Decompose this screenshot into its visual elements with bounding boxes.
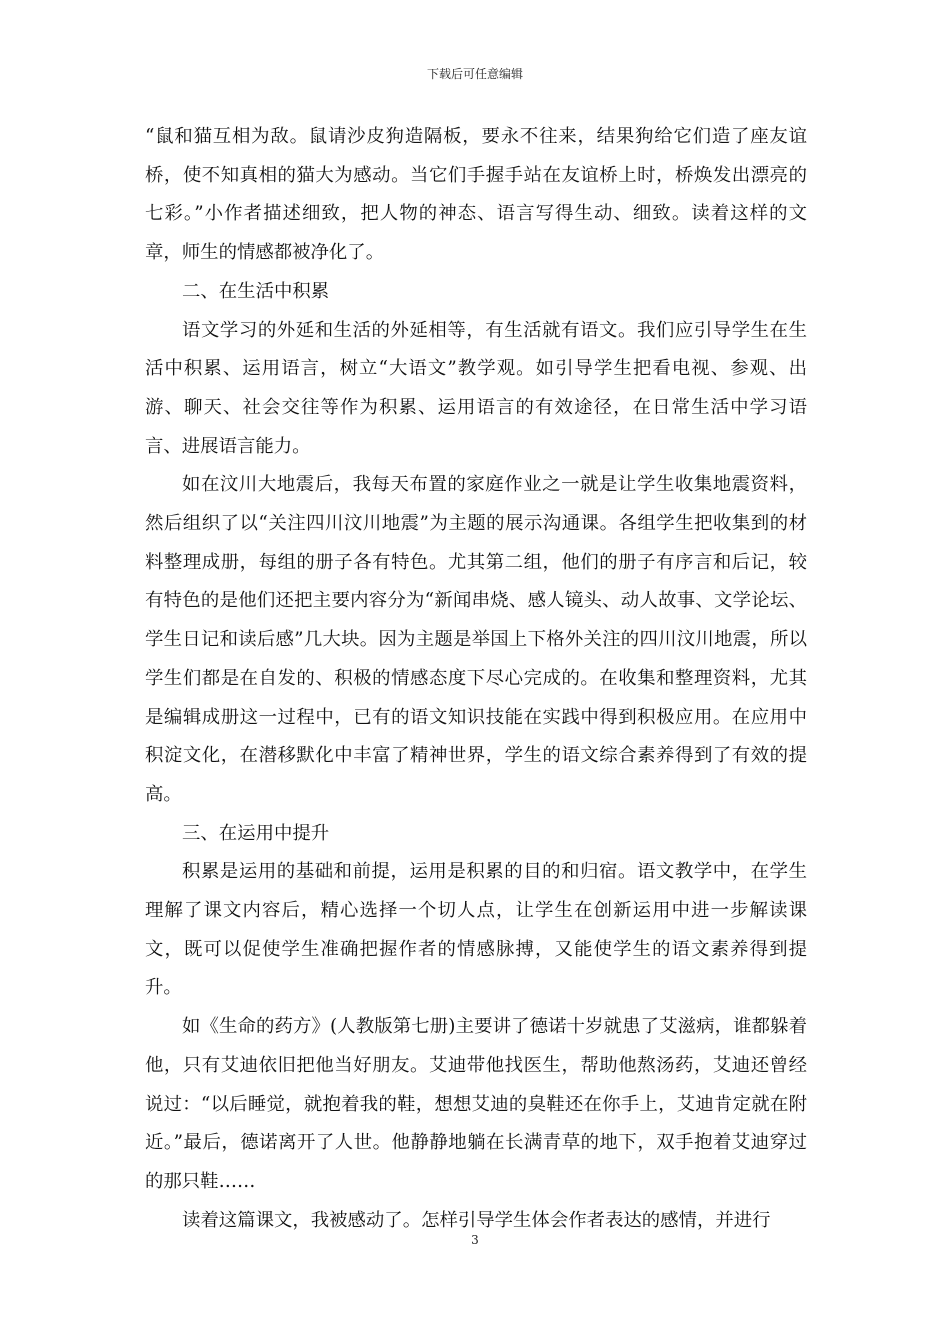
page-header: 下载后可任意编辑: [426, 67, 523, 81]
paragraph-life-accumulation: 语文学习的外延和生活的外延相等，有生活就有语文。我们应引导学生在生活中积累、运用语言，树立“大语文”教学观。如引导学生把看电视、参观、出游、聊天、社会交往等作为积累、运用语言的有效途径，在日常生活中学习语言、进展语言能力。: [145, 319, 807, 457]
document-body: [145, 118, 807, 1240]
paragraph-reflection: 读着这篇课文，我被感动了。怎样引导学生体会作者表达的感情，并进行: [182, 1209, 771, 1231]
paragraph-earthquake-example: 如在汶川大地震后，我每天布置的家庭作业之一就是让学生收集地震资料，然后组织了以“关注四川汶川地震”为主题的展示沟通课。各组学生把收集到的材料整理成册，每组的册子各有特色。尤其第二组，他们的册子有序言和后记，较有特色的是他们还把主要内容分为“新闻串烧、感人镜头、动人故事、文学论坛、学生日记和读后感”几大块。因为主题是举国上下格外关注的四川汶川地震，所以学生们都是在自发的、积极的情感态度下尽心完成的。在收集和整理资料，尤其是编辑成册这一过程中，已有的语文知识技能在实践中得到积极应用。在应用中积淀文化，在潜移默化中丰富了精神世界，学生的语文综合素养得到了有效的提高。: [145, 474, 807, 805]
paragraph-story-quote: “鼠和猫互相为敌。鼠请沙皮狗造隔板，要永不往来，结果狗给它们造了座友谊桥，使不知真相的猫大为感动。当它们手握手站在友谊桥上时，桥焕发出漂亮的七彩。”小作者描述细致，把人物的神态、语言写得生动、细致。读着这样的文章，师生的情感都被净化了。: [145, 126, 807, 264]
section-heading-3: 三、在运用中提升: [182, 822, 330, 844]
paragraph-application: 积累是运用的基础和前提，运用是积累的目的和归宿。语文教学中，在学生理解了课文内容后，精心选择一个切人点，让学生在创新运用中进一步解读课文，既可以促使学生准确把握作者的情感脉搏，又能使学生的语文素养得到提升。: [145, 861, 807, 999]
page-number: 3: [471, 1233, 479, 1247]
paragraph-lesson-example: 如《生命的药方》(人教版第七册)主要讲了德诺十岁就患了艾滋病，谁都躲着他，只有艾迪依旧把他当好朋友。艾迪带他找医生，帮助他熬汤药，艾迪还曾经说过：“以后睡觉，就抱着我的鞋，想想艾迪的臭鞋还在你手上，艾迪肯定就在附近。”最后，德诺离开了人世。他静静地躺在长满青草的地下，双手抱着艾迪穿过的那只鞋……: [145, 1016, 807, 1192]
section-heading-2: 二、在生活中积累: [182, 280, 330, 302]
